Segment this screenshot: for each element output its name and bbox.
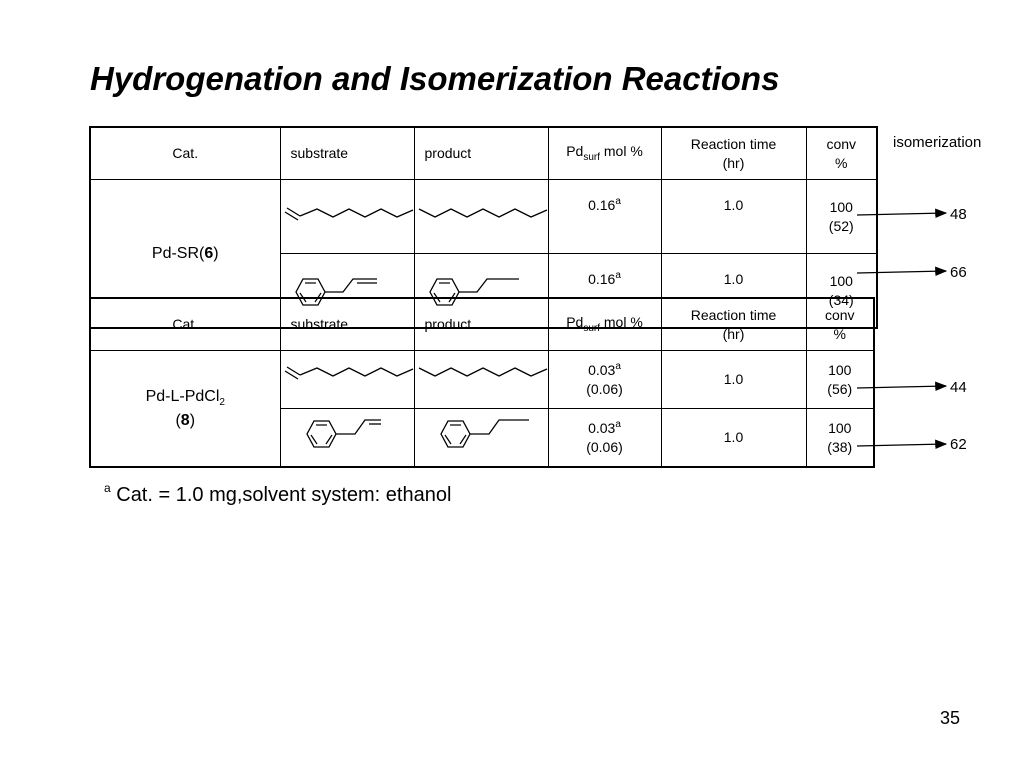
conv-value: 100 (38) [806, 409, 874, 468]
footnote-marker: a [104, 481, 111, 495]
substrate-structure-allylbenzene [280, 409, 414, 468]
pd-mol-value: 0.03$^a$ (0.06) [548, 351, 661, 409]
header-reaction-time: Reaction time (hr) [661, 298, 806, 351]
page-title: Hydrogenation and Isomerization Reactions [90, 60, 780, 97]
table-header-row [90, 127, 877, 180]
reaction-time-value: 1.0 [661, 180, 806, 254]
header-product: product [414, 127, 548, 180]
substrate-structure-octene [280, 180, 414, 254]
table-row [90, 180, 877, 254]
footnote-text: Cat. = 1.0 mg,solvent system: ethanol [110, 484, 452, 506]
isomerization-value: 66 [950, 264, 967, 281]
catalyst-cell: Pd-SR(6) [90, 180, 280, 329]
reaction-time-value: 1.0 [661, 351, 806, 409]
pd-mol-value: 0.03$^a$ (0.06) [548, 409, 661, 468]
footnote [104, 481, 452, 507]
conv-value: 100 (56) [806, 351, 874, 409]
product-structure-octane [414, 180, 548, 254]
pd-mol-value: 0.16$^a$ [548, 180, 661, 254]
reaction-time-value: 1.0 [661, 409, 806, 468]
product-structure-octane [414, 351, 548, 409]
isomerization-value: 48 [950, 206, 967, 223]
reaction-time-value: 1.0 [661, 254, 806, 329]
isomerization-value: 62 [950, 436, 967, 453]
isomerization-value: 44 [950, 379, 967, 396]
product-structure-propylbenzene [414, 409, 548, 468]
header-substrate: substrate [280, 298, 414, 351]
header-substrate: substrate [280, 127, 414, 180]
conv-value: 100 (52) [806, 180, 877, 254]
header-pd-mol: $Pd_{surf}$ mol % [548, 298, 661, 351]
table-header-row [90, 298, 874, 351]
table-row [90, 351, 874, 409]
page-number: 35 [940, 708, 961, 728]
header-product: product [414, 298, 548, 351]
header-conv: conv % [806, 127, 877, 180]
pd-mol-value: 0.16$^a$ [548, 254, 661, 329]
reaction-table-2 [89, 297, 875, 468]
substrate-structure-octene [280, 351, 414, 409]
header-conv: conv % [806, 298, 874, 351]
header-cat: Cat. [90, 298, 280, 351]
catalyst-cell: Pd-L-PdCl$_2$ (8) [90, 351, 280, 468]
header-cat: Cat. [90, 127, 280, 180]
conv-value: 100 (34) [806, 254, 877, 329]
isomerization-header: isomerization [893, 134, 982, 151]
header-reaction-time: Reaction time (hr) [661, 127, 806, 180]
header-pd-mol: $Pd_{surf}$ mol % [548, 127, 661, 180]
